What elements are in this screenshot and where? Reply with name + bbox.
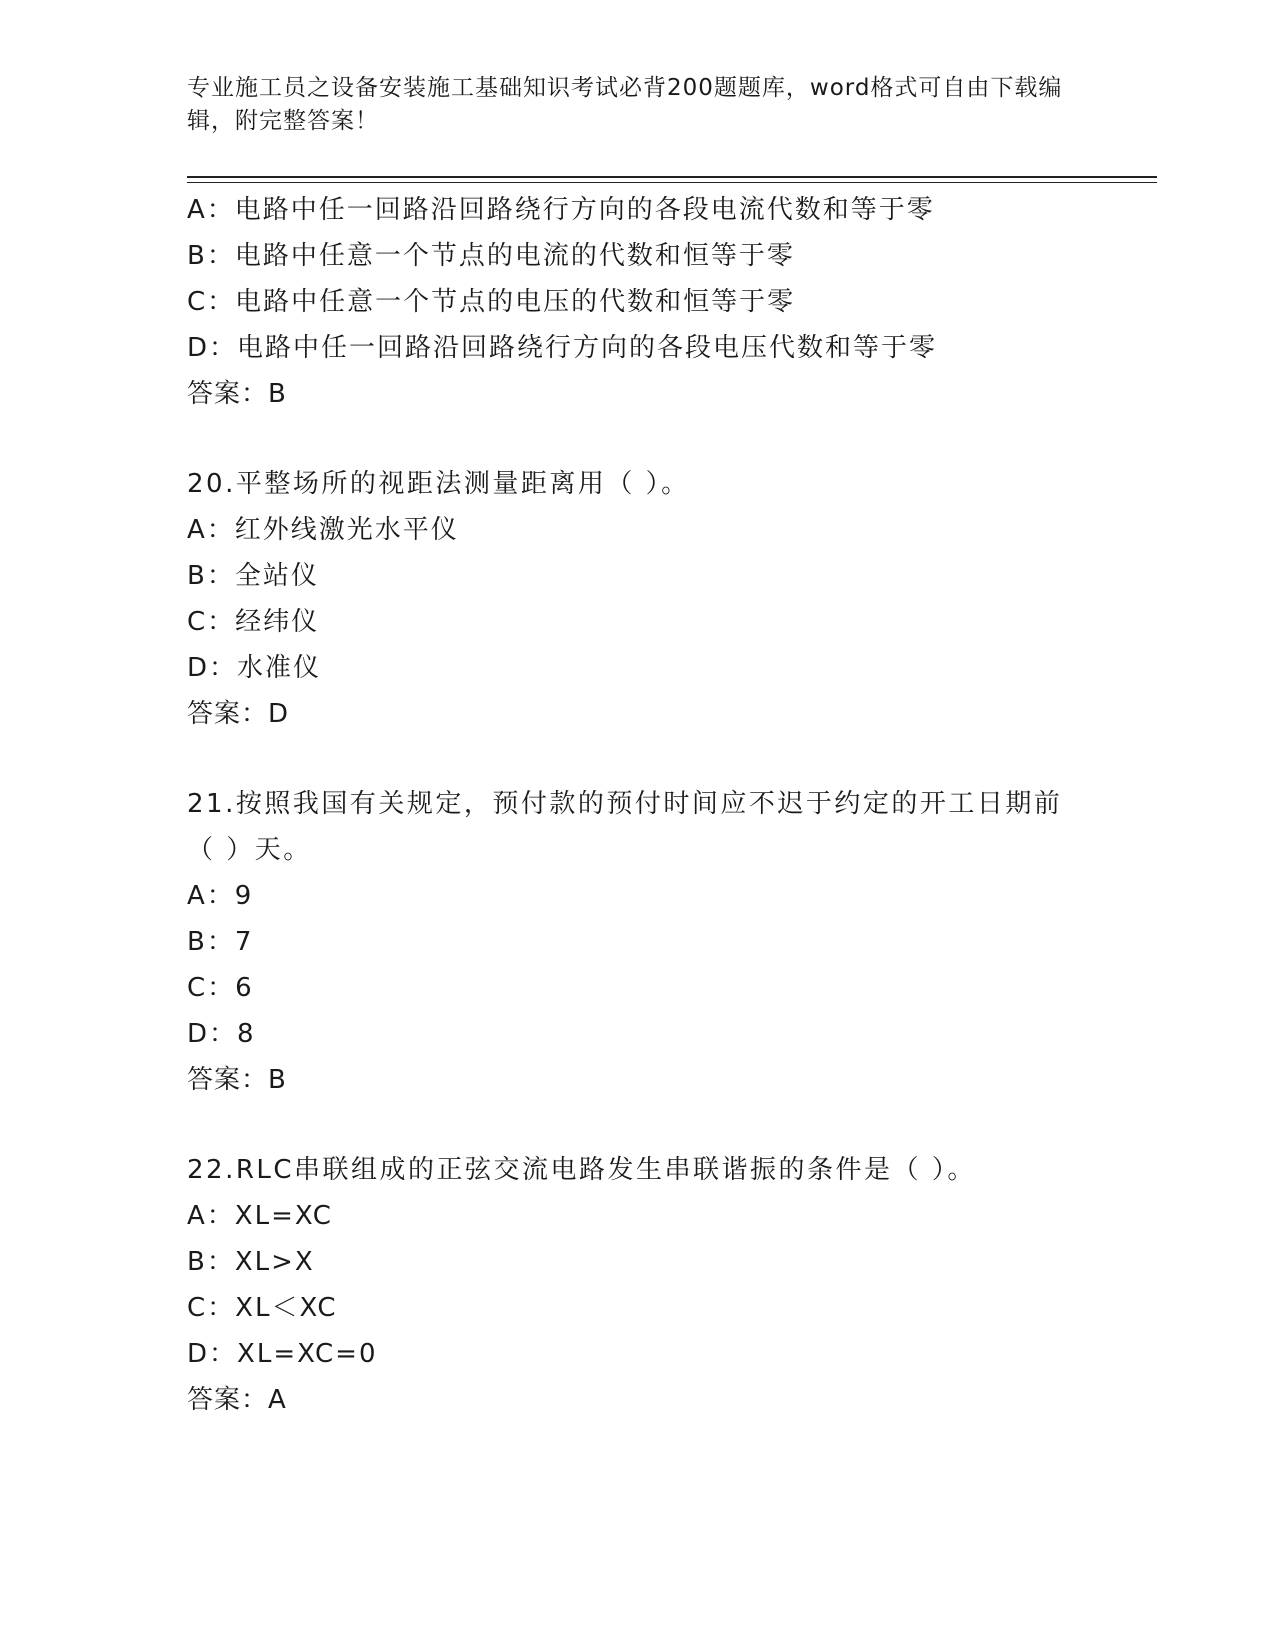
- question-block-19: [187, 187, 1107, 417]
- answer-label: 答案：B: [187, 379, 287, 409]
- option-d: D：水准仪: [187, 653, 322, 683]
- option-c: C：电路中任意一个节点的电压的代数和恒等于零: [187, 287, 796, 317]
- question-text: 20.平整场所的视距法测量距离用（ ）。: [187, 469, 690, 499]
- option-a: A：电路中任一回路沿回路绕行方向的各段电流代数和等于零: [187, 195, 935, 225]
- option-a: A：XL=XC: [187, 1201, 333, 1231]
- document-header: 专业施工员之设备安装施工基础知识考试必背200题题库，word格式可自由下载编辑，附完整答案！: [187, 75, 1063, 134]
- question-block-22: [187, 1147, 1107, 1423]
- header-divider-thin: [187, 182, 1157, 183]
- option-b: B：7: [187, 927, 254, 957]
- question-text: 21.按照我国有关规定，预付款的预付时间应不迟于约定的开工日期前（ ）天。: [187, 789, 1063, 865]
- answer-label: 答案：A: [187, 1385, 287, 1415]
- option-d: D：电路中任一回路沿回路绕行方向的各段电压代数和等于零: [187, 333, 938, 363]
- option-a: A：红外线激光水平仪: [187, 515, 459, 545]
- option-d: D：XL=XC=0: [187, 1339, 378, 1369]
- option-c: C：6: [187, 973, 254, 1003]
- option-c: C：经纬仪: [187, 607, 320, 637]
- question-list: [187, 187, 1107, 1423]
- question-block-21: [187, 781, 1107, 1103]
- option-c: C：XL＜XC: [187, 1293, 338, 1323]
- question-block-20: [187, 461, 1107, 737]
- question-text: 22.RLC串联组成的正弦交流电路发生串联谐振的条件是（ ）。: [187, 1155, 976, 1185]
- option-a: A：9: [187, 881, 254, 911]
- header-divider-thick: [187, 176, 1157, 178]
- option-b: B：电路中任意一个节点的电流的代数和恒等于零: [187, 241, 795, 271]
- answer-label: 答案：B: [187, 1065, 287, 1095]
- option-d: D：8: [187, 1019, 256, 1049]
- answer-label: 答案：D: [187, 699, 290, 729]
- option-b: B：XL>X: [187, 1247, 315, 1277]
- option-b: B：全站仪: [187, 561, 319, 591]
